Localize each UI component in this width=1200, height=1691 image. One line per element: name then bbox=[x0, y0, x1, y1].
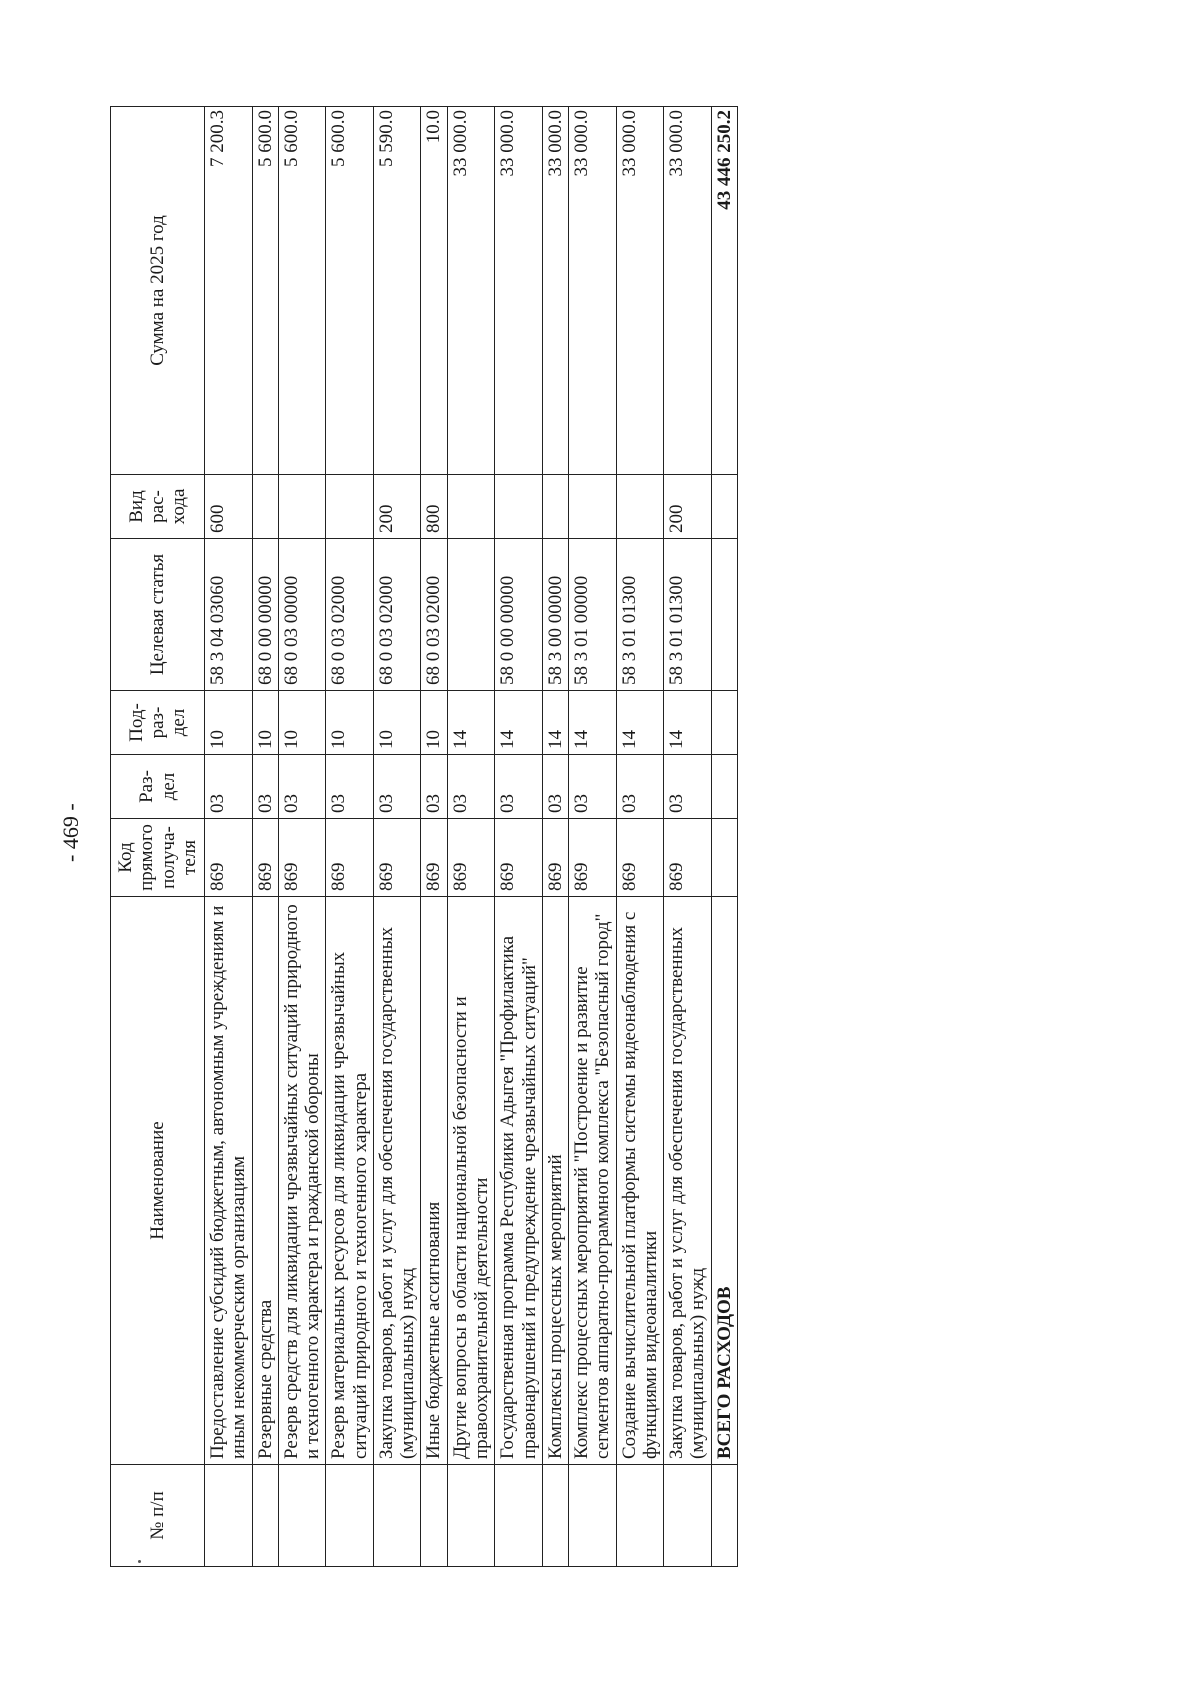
cell-num bbox=[495, 1465, 543, 1567]
cell-name: Комплексы процессных мероприятий bbox=[542, 897, 568, 1465]
header-sum: Сумма на 2025 год bbox=[111, 107, 205, 475]
header-subsection: Под-раз-дел bbox=[111, 691, 205, 755]
cell-sum: 33 000.0 bbox=[664, 107, 712, 475]
cell-kind: 600 bbox=[205, 475, 253, 539]
cell-section bbox=[711, 755, 737, 819]
cell-code: 869 bbox=[495, 819, 543, 897]
table-row bbox=[326, 107, 374, 1567]
cell-code: 869 bbox=[616, 819, 664, 897]
cell-sum: 33 000.0 bbox=[495, 107, 543, 475]
cell-section: 03 bbox=[421, 755, 447, 819]
cell-subsection: 10 bbox=[421, 691, 447, 755]
total-sum: 43 446 250.2 bbox=[711, 107, 737, 475]
cell-name: Государственная программа Республики Адыгея "Профилактика правонарушений и предупреждение чрезвычайных ситуаций" bbox=[495, 897, 543, 1465]
cell-section: 03 bbox=[373, 755, 421, 819]
cell-num bbox=[421, 1465, 447, 1567]
cell-kind bbox=[616, 475, 664, 539]
cell-subsection bbox=[711, 691, 737, 755]
cell-name: Другие вопросы в области национальной безопасности и правоохранительной деятельности bbox=[447, 897, 495, 1465]
cell-kind: 200 bbox=[664, 475, 712, 539]
cell-sum: 10.0 bbox=[421, 107, 447, 475]
cell-name: Резервные средства bbox=[252, 897, 278, 1465]
header-num: № п/п bbox=[111, 1465, 205, 1567]
cell-num bbox=[569, 1465, 617, 1567]
cell-num bbox=[252, 1465, 278, 1567]
cell-code: 869 bbox=[205, 819, 253, 897]
cell-kind bbox=[495, 475, 543, 539]
cell-target: 58 3 04 03060 bbox=[205, 539, 253, 691]
table-row bbox=[495, 107, 543, 1567]
cell-code: 869 bbox=[664, 819, 712, 897]
cell-name: Резерв материальных ресурсов для ликвидации чрезвычайных ситуаций природного и техногенного характера bbox=[326, 897, 374, 1465]
cell-name: Иные бюджетные ассигнования bbox=[421, 897, 447, 1465]
cell-section: 03 bbox=[326, 755, 374, 819]
total-row bbox=[711, 107, 737, 1567]
cell-code bbox=[711, 819, 737, 897]
cell-kind bbox=[252, 475, 278, 539]
cell-num bbox=[278, 1465, 326, 1567]
cell-name: Закупка товаров, работ и услуг для обеспечения государственных (муниципальных) нужд bbox=[373, 897, 421, 1465]
table-row bbox=[664, 107, 712, 1567]
cell-section: 03 bbox=[205, 755, 253, 819]
table-row bbox=[542, 107, 568, 1567]
table-row bbox=[373, 107, 421, 1567]
cell-subsection: 10 bbox=[205, 691, 253, 755]
cell-subsection: 14 bbox=[447, 691, 495, 755]
cell-section: 03 bbox=[569, 755, 617, 819]
header-code: Код прямого получа-теля bbox=[111, 819, 205, 897]
cell-target: 58 3 01 01300 bbox=[616, 539, 664, 691]
cell-subsection: 10 bbox=[278, 691, 326, 755]
cell-target: 68 0 03 00000 bbox=[278, 539, 326, 691]
cell-name: Закупка товаров, работ и услуг для обеспечения государственных (муниципальных) нужд bbox=[664, 897, 712, 1465]
cell-num bbox=[205, 1465, 253, 1567]
cell-kind bbox=[711, 475, 737, 539]
cell-target: 68 0 03 02000 bbox=[421, 539, 447, 691]
table-row bbox=[205, 107, 253, 1567]
cell-target: 58 3 01 01300 bbox=[664, 539, 712, 691]
header-target: Целевая статья bbox=[111, 539, 205, 691]
cell-kind bbox=[326, 475, 374, 539]
cell-section: 03 bbox=[616, 755, 664, 819]
cell-target: 68 0 03 02000 bbox=[326, 539, 374, 691]
cell-kind: 200 bbox=[373, 475, 421, 539]
cell-subsection: 10 bbox=[326, 691, 374, 755]
header-name: Наименование bbox=[111, 897, 205, 1465]
cell-code: 869 bbox=[252, 819, 278, 897]
cell-section: 03 bbox=[278, 755, 326, 819]
table-row bbox=[616, 107, 664, 1567]
cell-code: 869 bbox=[278, 819, 326, 897]
cell-kind bbox=[569, 475, 617, 539]
cell-sum: 5 600.0 bbox=[326, 107, 374, 475]
cell-target bbox=[711, 539, 737, 691]
cell-subsection: 14 bbox=[616, 691, 664, 755]
table-row bbox=[278, 107, 326, 1567]
cell-code: 869 bbox=[421, 819, 447, 897]
cell-kind bbox=[278, 475, 326, 539]
header-section: Раз-дел bbox=[111, 755, 205, 819]
rotated-page-content bbox=[110, 107, 860, 1567]
cell-num bbox=[664, 1465, 712, 1567]
cell-code: 869 bbox=[326, 819, 374, 897]
cell-section: 03 bbox=[664, 755, 712, 819]
cell-num bbox=[326, 1465, 374, 1567]
cell-num bbox=[373, 1465, 421, 1567]
cell-sum: 33 000.0 bbox=[569, 107, 617, 475]
cell-sum: 33 000.0 bbox=[616, 107, 664, 475]
cell-kind bbox=[542, 475, 568, 539]
header-kind: Вид рас-хода bbox=[111, 475, 205, 539]
cell-subsection: 14 bbox=[569, 691, 617, 755]
cell-sum: 33 000.0 bbox=[447, 107, 495, 475]
cell-subsection: 10 bbox=[252, 691, 278, 755]
page-number: - 469 - bbox=[58, 803, 83, 862]
cell-sum: 5 600.0 bbox=[252, 107, 278, 475]
cell-name: Создание вычислительной платформы системы видеонаблюдения с функциями видеоаналитики bbox=[616, 897, 664, 1465]
cell-target: 58 0 00 00000 bbox=[495, 539, 543, 691]
budget-table bbox=[110, 106, 738, 1567]
cell-subsection: 14 bbox=[664, 691, 712, 755]
cell-subsection: 10 bbox=[373, 691, 421, 755]
cell-sum: 5 590.0 bbox=[373, 107, 421, 475]
cell-subsection: 14 bbox=[495, 691, 543, 755]
cell-target: 68 0 03 02000 bbox=[373, 539, 421, 691]
cell-subsection: 14 bbox=[542, 691, 568, 755]
cell-num bbox=[542, 1465, 568, 1567]
cell-code: 869 bbox=[569, 819, 617, 897]
cell-target: 58 3 00 00000 bbox=[542, 539, 568, 691]
cell-section: 03 bbox=[447, 755, 495, 819]
cell-section: 03 bbox=[252, 755, 278, 819]
cell-code: 869 bbox=[447, 819, 495, 897]
cell-name: Комплекс процессных мероприятий "Построение и развитие сегментов аппаратно-программного комплекса "Безопасный город" bbox=[569, 897, 617, 1465]
cell-num bbox=[711, 1465, 737, 1567]
table-row bbox=[421, 107, 447, 1567]
total-label: ВСЕГО РАСХОДОВ bbox=[711, 897, 737, 1465]
cell-target: 68 0 00 00000 bbox=[252, 539, 278, 691]
cell-code: 869 bbox=[542, 819, 568, 897]
cell-target bbox=[447, 539, 495, 691]
cell-name: Предоставление субсидий бюджетным, автономным учреждениям и иным некоммерческим организациям bbox=[205, 897, 253, 1465]
cell-kind bbox=[447, 475, 495, 539]
cell-sum: 7 200.3 bbox=[205, 107, 253, 475]
table-row bbox=[447, 107, 495, 1567]
cell-num bbox=[616, 1465, 664, 1567]
cell-sum: 5 600.0 bbox=[278, 107, 326, 475]
cell-code: 869 bbox=[373, 819, 421, 897]
cell-num bbox=[447, 1465, 495, 1567]
cell-target: 58 3 01 00000 bbox=[569, 539, 617, 691]
cell-sum: 33 000.0 bbox=[542, 107, 568, 475]
cell-kind: 800 bbox=[421, 475, 447, 539]
table-row bbox=[569, 107, 617, 1567]
table-row bbox=[252, 107, 278, 1567]
cell-section: 03 bbox=[542, 755, 568, 819]
table-header-row bbox=[111, 107, 205, 1567]
cell-section: 03 bbox=[495, 755, 543, 819]
scan-speck bbox=[138, 1560, 141, 1563]
cell-name: Резерв средств для ликвидации чрезвычайных ситуаций природного и техногенного характера и гражданской обороны bbox=[278, 897, 326, 1465]
